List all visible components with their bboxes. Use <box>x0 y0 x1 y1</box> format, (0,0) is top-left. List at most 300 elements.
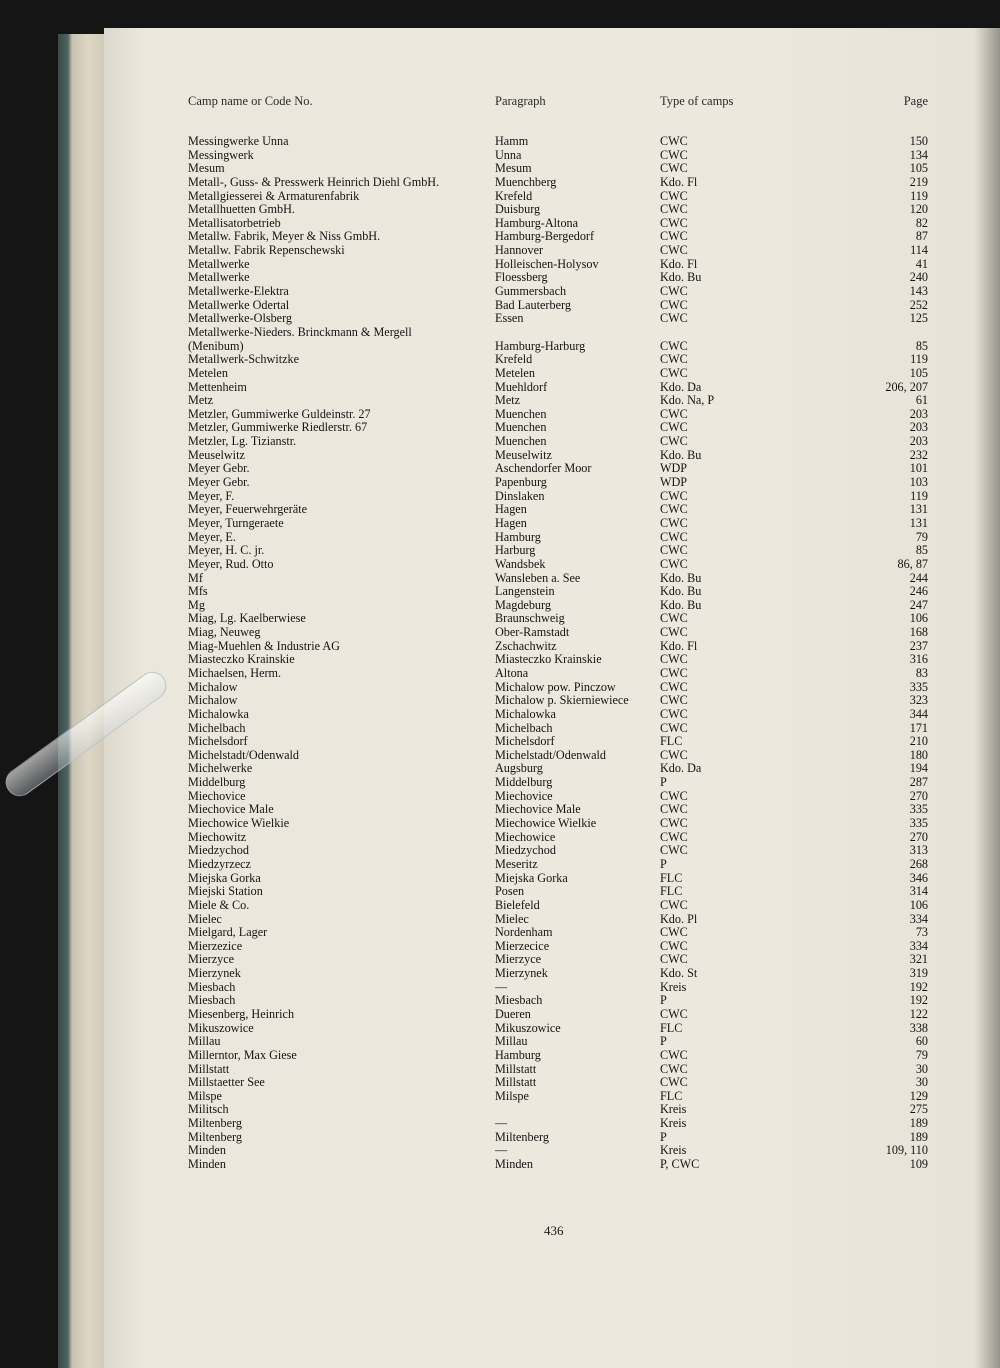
camp-type-cell: P <box>660 1129 667 1144</box>
camp-type-cell: Kdo. St <box>660 966 698 981</box>
table-row <box>0 1076 1000 1090</box>
table-row <box>0 544 1000 558</box>
table-row <box>0 353 1000 367</box>
camp-type-cell: CWC <box>660 147 688 162</box>
paragraph-cell: Altona <box>495 665 529 680</box>
paragraph-cell: Mierzyce <box>495 952 542 967</box>
page-ref-cell: 210 <box>909 734 928 749</box>
page-ref-cell: 237 <box>909 638 928 653</box>
page-ref-cell: 334 <box>909 938 928 953</box>
camp-type-cell: P <box>660 775 667 790</box>
page-ref-cell: 270 <box>909 788 928 803</box>
page-ref-cell: 87 <box>915 229 928 244</box>
table-row <box>0 531 1000 545</box>
paragraph-cell: Gummersbach <box>495 284 567 299</box>
camp-type-cell: CWC <box>660 938 688 953</box>
table-row <box>0 626 1000 640</box>
table-row <box>0 408 1000 422</box>
camp-type-cell: CWC <box>660 134 688 148</box>
camp-type-cell: CWC <box>660 556 688 571</box>
paragraph-cell: Nordenham <box>495 925 553 940</box>
camp-name-cell: Metallwerke-Olsberg <box>188 311 293 326</box>
table-row <box>0 1131 1000 1145</box>
paragraph-cell: Hamburg <box>495 1047 541 1062</box>
page-ref-cell: 106 <box>909 897 928 912</box>
table-row <box>0 599 1000 613</box>
camp-name-cell: Miag, Lg. Kaelberwiese <box>188 611 306 626</box>
paragraph-cell: Mierzynek <box>495 966 548 981</box>
camp-type-cell: CWC <box>660 952 688 967</box>
page-ref-cell: 275 <box>909 1102 928 1117</box>
camp-name-cell: Metallw. Fabrik Repenschewski <box>188 243 345 258</box>
table-row <box>0 1049 1000 1063</box>
header-page: Page <box>903 94 928 108</box>
paragraph-cell: Hagen <box>495 502 527 517</box>
page-ref-cell: 120 <box>909 202 928 217</box>
page-ref-cell: 335 <box>909 802 928 817</box>
paragraph-cell: Muenchberg <box>495 174 557 189</box>
camp-type-cell: CWC <box>660 652 688 667</box>
camp-name-cell: Mg <box>188 597 205 612</box>
camp-name-cell: Miag, Neuweg <box>188 625 261 640</box>
camp-type-cell: Kdo. Bu <box>660 570 702 585</box>
page-ref-cell: 85 <box>915 338 928 353</box>
camp-type-cell: CWC <box>660 297 688 312</box>
page-ref-cell: 334 <box>909 911 928 926</box>
table-row <box>0 176 1000 190</box>
table-row <box>0 640 1000 654</box>
table-row <box>0 490 1000 504</box>
paragraph-cell: Michelbach <box>495 720 553 735</box>
camp-name-cell: Michalow <box>188 693 238 708</box>
paragraph-cell: Dueren <box>495 1007 531 1021</box>
camp-type-cell: Kdo. Bu <box>660 447 702 462</box>
table-row <box>0 217 1000 231</box>
camp-type-cell: FLC <box>660 884 683 899</box>
page-ref-cell: 189 <box>909 1116 928 1131</box>
paragraph-cell: Middelburg <box>495 775 553 790</box>
table-row <box>0 271 1000 285</box>
paragraph-cell: Dinslaken <box>495 488 545 503</box>
camp-type-cell: CWC <box>660 202 688 217</box>
page-ref-cell: 321 <box>909 952 928 967</box>
camp-type-cell: CWC <box>660 365 688 380</box>
paragraph-cell: Wansleben a. See <box>495 570 581 585</box>
camp-name-cell: Miechovice Male <box>188 802 274 817</box>
camp-name-cell: Mf <box>188 570 203 585</box>
camp-type-cell: FLC <box>660 1020 683 1035</box>
table-row <box>0 899 1000 913</box>
paragraph-cell: Langenstein <box>495 584 555 599</box>
table-row <box>0 367 1000 381</box>
camp-name-cell: Metzler, Gummiwerke Riedlerstr. 67 <box>188 420 368 435</box>
camp-type-cell: CWC <box>660 706 688 721</box>
table-row <box>0 462 1000 476</box>
camp-name-cell: Meyer Gebr. <box>188 461 250 476</box>
paragraph-cell: Mielec <box>495 911 529 926</box>
page-ref-cell: 122 <box>909 1007 928 1021</box>
page-ref-cell: 106 <box>909 611 928 626</box>
camp-type-cell: FLC <box>660 1088 683 1103</box>
table-row <box>0 803 1000 817</box>
page-ref-cell: 268 <box>909 856 928 871</box>
table-row <box>0 162 1000 176</box>
table-row <box>0 258 1000 272</box>
table-row <box>0 831 1000 845</box>
camp-type-cell: CWC <box>660 284 688 299</box>
table-row <box>0 1144 1000 1158</box>
page-ref-cell: 346 <box>909 870 928 885</box>
paragraph-cell: Metelen <box>495 365 535 380</box>
paragraph-cell: Hamm <box>495 134 529 148</box>
table-row <box>0 190 1000 204</box>
camp-type-cell: CWC <box>660 215 688 230</box>
header-type: Type of camps <box>660 94 734 108</box>
camp-type-cell: CWC <box>660 1007 688 1021</box>
camp-name-cell: Miejski Station <box>188 884 263 899</box>
paragraph-cell: Papenburg <box>495 475 547 490</box>
camp-type-cell: CWC <box>660 434 688 449</box>
table-row <box>0 381 1000 395</box>
page-ref-cell: 335 <box>909 816 928 831</box>
camp-type-cell: CWC <box>660 897 688 912</box>
camp-name-cell: Metz <box>188 393 214 408</box>
paragraph-cell: Muehldorf <box>495 379 548 394</box>
camp-type-cell: FLC <box>660 734 683 749</box>
camp-type-cell: Kdo. Da <box>660 761 702 776</box>
camp-type-cell: Kdo. Bu <box>660 584 702 599</box>
camp-name-cell: Mierzezice <box>188 938 243 953</box>
page-ref-cell: 41 <box>915 256 928 271</box>
camp-name-cell: Middelburg <box>188 775 246 790</box>
page-ref-cell: 103 <box>909 475 928 490</box>
page-ref-cell: 270 <box>909 829 928 844</box>
paragraph-cell: Mierzecice <box>495 938 550 953</box>
camp-type-cell: P, CWC <box>660 1157 700 1172</box>
paragraph-cell: Hannover <box>495 243 544 258</box>
page-ref-cell: 168 <box>909 625 928 640</box>
paragraph-cell: Hamburg-Bergedorf <box>495 229 595 244</box>
paragraph-cell: Essen <box>495 311 524 326</box>
camp-type-cell: Kdo. Bu <box>660 597 702 612</box>
camp-type-cell: Kdo. Na, P <box>660 393 715 408</box>
camp-name-cell: Miesbach <box>188 979 236 994</box>
paragraph-cell: Millau <box>495 1034 528 1049</box>
camp-type-cell: WDP <box>660 461 688 476</box>
camp-type-cell: WDP <box>660 475 688 490</box>
camp-name-cell: Michelstadt/Odenwald <box>188 747 300 762</box>
camp-name-cell: Millstatt <box>188 1061 230 1076</box>
page-ref-cell: 203 <box>909 406 928 421</box>
camp-name-cell: Mierzynek <box>188 966 241 981</box>
camp-type-cell: CWC <box>660 543 688 558</box>
camp-name-cell: Millstaetter See <box>188 1075 265 1090</box>
camp-name-cell: Meyer, F. <box>188 488 235 503</box>
table-row <box>0 776 1000 790</box>
table-row <box>0 394 1000 408</box>
page-ref-cell: 105 <box>909 161 928 176</box>
camp-type-cell: CWC <box>660 693 688 708</box>
table-row <box>0 449 1000 463</box>
paragraph-cell: Hamburg <box>495 529 541 544</box>
camp-type-cell: CWC <box>660 720 688 735</box>
page-ref-cell: 194 <box>909 761 928 776</box>
camp-name-cell: Mikuszowice <box>188 1020 254 1035</box>
camp-name-cell: Metallisatorbetrieb <box>188 215 281 230</box>
camp-name-cell: Michelsdorf <box>188 734 248 749</box>
camp-type-cell: Kreis <box>660 1116 687 1131</box>
camp-name-cell: Metallwerke <box>188 270 250 285</box>
page-ref-cell: 86, 87 <box>897 556 928 571</box>
table-row <box>0 735 1000 749</box>
camp-name-cell: Michaelsen, Herm. <box>188 665 282 680</box>
page-ref-cell: 247 <box>909 597 928 612</box>
camp-name-cell: Miedzychod <box>188 843 249 858</box>
paragraph-cell: Michelstadt/Odenwald <box>495 747 607 762</box>
page-ref-cell: 119 <box>910 352 928 367</box>
page-ref-cell: 203 <box>909 420 928 435</box>
page-ref-cell: 109, 110 <box>885 1143 928 1158</box>
paragraph-cell: Michalow p. Skierniewiece <box>495 693 629 708</box>
camp-type-cell: CWC <box>660 1075 688 1090</box>
page-ref-cell: 323 <box>909 693 928 708</box>
header-camp-name: Camp name or Code No. <box>188 94 313 108</box>
table-row <box>0 1022 1000 1036</box>
paragraph-cell: Muenchen <box>495 420 547 435</box>
table-row <box>0 967 1000 981</box>
table-row <box>0 885 1000 899</box>
table-row <box>0 299 1000 313</box>
table-row <box>0 940 1000 954</box>
paragraph-cell: Mikuszowice <box>495 1020 561 1035</box>
camp-type-cell: CWC <box>660 925 688 940</box>
paragraph-cell: Hagen <box>495 515 527 530</box>
paragraph-cell: — <box>495 979 508 994</box>
camp-type-cell: CWC <box>660 188 688 203</box>
table-row <box>0 844 1000 858</box>
camp-name-cell: Mielgard, Lager <box>188 925 268 940</box>
table-row <box>0 1035 1000 1049</box>
camp-name-cell: Metelen <box>188 365 228 380</box>
table-row <box>0 953 1000 967</box>
table-row <box>0 203 1000 217</box>
camp-type-cell: Kdo. Fl <box>660 256 698 271</box>
paragraph-cell: Braunschweig <box>495 611 565 626</box>
camp-type-cell: Kdo. Pl <box>660 911 698 926</box>
paragraph-cell: Miedzychod <box>495 843 556 858</box>
camp-type-cell: CWC <box>660 515 688 530</box>
camp-type-cell: CWC <box>660 829 688 844</box>
camp-type-cell: Kdo. Fl <box>660 638 698 653</box>
paragraph-cell: Miejska Gorka <box>495 870 568 885</box>
camp-name-cell: Miesbach <box>188 993 236 1008</box>
camp-name-cell: Metallwerke Odertal <box>188 297 290 312</box>
page-ref-cell: 335 <box>909 679 928 694</box>
camp-type-cell: CWC <box>660 665 688 680</box>
page-ref-cell: 192 <box>909 993 928 1008</box>
page-ref-cell: 316 <box>909 652 928 667</box>
camp-type-cell: Kreis <box>660 1102 687 1117</box>
camp-name-cell: (Menibum) <box>188 338 244 353</box>
camp-name-cell: Mielec <box>188 911 222 926</box>
paragraph-cell: Zschachwitz <box>495 638 557 653</box>
paragraph-cell: Muenchen <box>495 434 547 449</box>
camp-type-cell: CWC <box>660 352 688 367</box>
table-row <box>0 708 1000 722</box>
page-ref-cell: 192 <box>909 979 928 994</box>
page-ref-cell: 189 <box>909 1129 928 1144</box>
camp-name-cell: Michalow <box>188 679 238 694</box>
page-ref-cell: 313 <box>909 843 928 858</box>
camp-name-cell: Miag-Muehlen & Industrie AG <box>188 638 340 653</box>
camp-type-cell: CWC <box>660 406 688 421</box>
camp-name-cell: Miltenberg <box>188 1116 242 1131</box>
paragraph-cell: Krefeld <box>495 188 533 203</box>
table-row <box>0 517 1000 531</box>
table-row <box>0 326 1000 340</box>
paragraph-cell: Magdeburg <box>495 597 551 612</box>
page-ref-cell: 30 <box>915 1061 928 1076</box>
camp-type-cell: CWC <box>660 679 688 694</box>
camp-name-cell: Meuselwitz <box>188 447 245 462</box>
page-ref-cell: 143 <box>909 284 928 299</box>
camp-name-cell: Michelwerke <box>188 761 253 776</box>
paragraph-cell: Krefeld <box>495 352 533 367</box>
table-row <box>0 421 1000 435</box>
page-ref-cell: 119 <box>910 188 928 203</box>
page-ref-cell: 131 <box>909 515 928 530</box>
page-ref-cell: 105 <box>909 365 928 380</box>
camp-type-cell: Kdo. Bu <box>660 270 702 285</box>
camp-name-cell: Metzler, Lg. Tizianstr. <box>188 434 297 449</box>
page-ref-cell: 171 <box>909 720 928 735</box>
camp-type-cell: CWC <box>660 229 688 244</box>
camp-type-cell: CWC <box>660 802 688 817</box>
table-row <box>0 612 1000 626</box>
camp-type-cell: CWC <box>660 311 688 326</box>
camp-name-cell: Miele & Co. <box>188 897 250 912</box>
camp-name-cell: Mesum <box>188 161 225 176</box>
page-ref-cell: 79 <box>915 529 928 544</box>
table-row <box>0 981 1000 995</box>
paragraph-cell: Hamburg-Altona <box>495 215 579 230</box>
camp-name-cell: Metall-, Guss- & Presswerk Heinrich Diehl GmbH. <box>188 174 440 189</box>
camp-name-cell: Minden <box>188 1157 226 1172</box>
camp-type-cell: Kreis <box>660 1143 687 1158</box>
camp-type-cell: CWC <box>660 625 688 640</box>
paragraph-cell: Michalow pow. Pinczow <box>495 679 616 694</box>
camp-name-cell: Metallwerk-Schwitzke <box>188 352 300 367</box>
camp-type-cell: CWC <box>660 502 688 517</box>
page-ref-cell: 109 <box>909 1157 928 1172</box>
page-ref-cell: 60 <box>915 1034 928 1049</box>
paragraph-cell: Miasteczko Krainskie <box>495 652 602 667</box>
camp-name-cell: Meyer, H. C. jr. <box>188 543 265 558</box>
page-ref-cell: 206, 207 <box>885 379 928 394</box>
table-row <box>0 476 1000 490</box>
paragraph-cell: Holleischen-Holysov <box>495 256 599 271</box>
paragraph-cell: Millstatt <box>495 1075 537 1090</box>
page-number: 436 <box>544 1223 564 1238</box>
table-row <box>0 653 1000 667</box>
camp-type-cell: Kdo. Da <box>660 379 702 394</box>
camp-name-cell: Miesenberg, Heinrich <box>188 1007 295 1021</box>
paragraph-cell: Minden <box>495 1157 533 1172</box>
page-ref-cell: 79 <box>915 1047 928 1062</box>
camp-name-cell: Mfs <box>188 584 208 599</box>
table-row <box>0 149 1000 163</box>
table-row <box>0 913 1000 927</box>
page-ref-cell: 150 <box>909 134 928 148</box>
table-row <box>0 585 1000 599</box>
camp-name-cell: Milspe <box>188 1088 222 1103</box>
page-ref-cell: 180 <box>909 747 928 762</box>
table-row <box>0 749 1000 763</box>
page-ref-cell: 30 <box>915 1075 928 1090</box>
camp-name-cell: Metallwerke-Elektra <box>188 284 289 299</box>
page-ref-cell: 83 <box>915 665 928 680</box>
paragraph-cell: Milspe <box>495 1088 529 1103</box>
page-ref-cell: 344 <box>909 706 928 721</box>
page-ref-cell: 246 <box>909 584 928 599</box>
camp-name-cell: Millau <box>188 1034 221 1049</box>
camp-type-cell: CWC <box>660 1061 688 1076</box>
camp-type-cell: CWC <box>660 338 688 353</box>
camp-name-cell: Miechovice <box>188 788 246 803</box>
paragraph-cell: Miechovice <box>495 788 553 803</box>
paragraph-cell: Millstatt <box>495 1061 537 1076</box>
paragraph-cell: Bielefeld <box>495 897 540 912</box>
paragraph-cell: Michelsdorf <box>495 734 555 749</box>
page-ref-cell: 287 <box>909 775 928 790</box>
table-row <box>0 135 1000 149</box>
table-row <box>0 558 1000 572</box>
table-row <box>0 1158 1000 1172</box>
paragraph-cell: Miechowice Wielkie <box>495 816 597 831</box>
camp-type-cell: P <box>660 856 667 871</box>
paragraph-cell: Hamburg-Harburg <box>495 338 586 353</box>
header-paragraph: Paragraph <box>495 94 546 108</box>
table-row <box>0 994 1000 1008</box>
paragraph-cell: Miltenberg <box>495 1129 549 1144</box>
camp-type-cell: P <box>660 1034 667 1049</box>
table-row <box>0 285 1000 299</box>
camp-name-cell: Michelbach <box>188 720 246 735</box>
paragraph-cell: — <box>495 1116 508 1131</box>
paragraph-cell: Harburg <box>495 543 536 558</box>
page-ref-cell: 119 <box>910 488 928 503</box>
table-row <box>0 340 1000 354</box>
paragraph-cell: Duisburg <box>495 202 541 217</box>
camp-type-cell: CWC <box>660 529 688 544</box>
page-ref-cell: 82 <box>915 215 928 230</box>
table-row <box>0 1090 1000 1104</box>
table-row <box>0 435 1000 449</box>
paragraph-cell: Muenchen <box>495 406 547 421</box>
camp-type-cell: CWC <box>660 843 688 858</box>
paragraph-cell: Miechovice Male <box>495 802 581 817</box>
page-ref-cell: 314 <box>909 884 928 899</box>
table-row <box>0 230 1000 244</box>
camp-name-cell: Messingwerk <box>188 147 254 162</box>
page-ref-cell: 338 <box>909 1020 928 1035</box>
table-row <box>0 1103 1000 1117</box>
camp-name-cell: Michalowka <box>188 706 249 721</box>
paragraph-cell: Metz <box>495 393 521 408</box>
camp-type-cell: CWC <box>660 611 688 626</box>
table-row <box>0 790 1000 804</box>
camp-name-cell: Meyer, Turngeraete <box>188 515 284 530</box>
